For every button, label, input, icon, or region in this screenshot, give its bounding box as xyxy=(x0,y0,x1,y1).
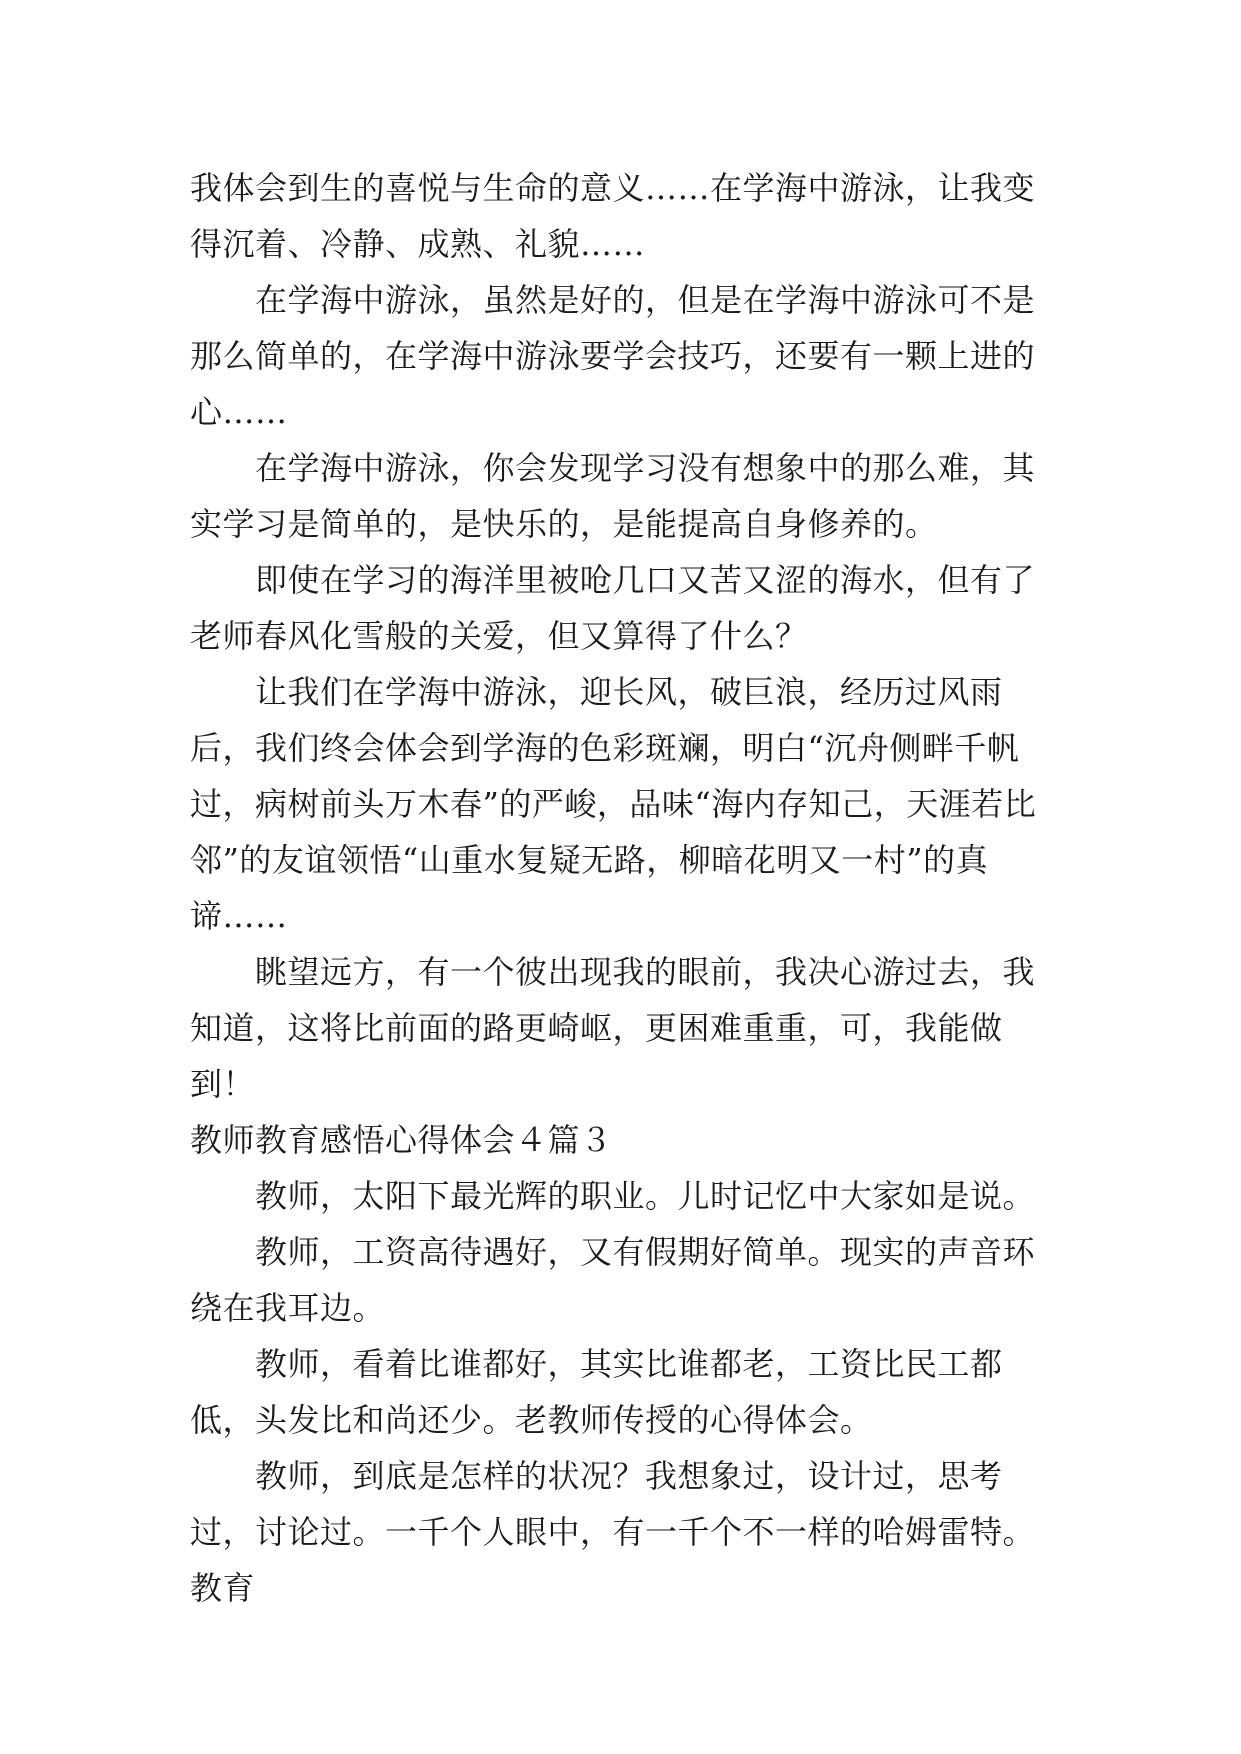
paragraph: 教师，到底是怎样的状况？我想象过，设计过，思考过，讨论过。一千个人眼中，有一千个不一样的哈姆雷特。教育 xyxy=(190,1457,1036,1607)
paragraph: 即使在学习的海洋里被呛几口又苦又涩的海水，但有了老师春风化雪般的关爱，但又算得了什么？ xyxy=(190,561,1036,655)
paragraph: 眺望远方，有一个彼出现我的眼前，我决心游过去，我知道，这将比前面的路更崎岖，更困难重重，可，我能做到！ xyxy=(190,953,1036,1103)
paragraph: 教师，太阳下最光辉的职业。儿时记忆中大家如是说。 xyxy=(190,1177,1036,1215)
paragraph: 教师，看着比谁都好，其实比谁都老，工资比民工都低，头发比和尚还少。老教师传授的心得体会。 xyxy=(190,1345,1003,1439)
paragraph: 我体会到生的喜悦与生命的意义……在学海中游泳，让我变得沉着、冷静、成熟、礼貌…… xyxy=(190,169,1036,263)
paragraph: 在学海中游泳，虽然是好的，但是在学海中游泳可不是那么简单的，在学海中游泳要学会技巧，还要有一颗上进的心…… xyxy=(190,281,1036,431)
paragraph: 在学海中游泳，你会发现学习没有想象中的那么难，其实学习是简单的，是快乐的，是能提高自身修养的。 xyxy=(190,449,1036,543)
paragraph: 教师，工资高待遇好，又有假期好简单。现实的声音环绕在我耳边。 xyxy=(190,1233,1036,1327)
document-body xyxy=(190,160,1050,1616)
paragraph: 让我们在学海中游泳，迎长风，破巨浪，经历过风雨后，我们终会体会到学海的色彩斑斓，明白“沉舟侧畔千帆过，病树前头万木春”的严峻，品味“海内存知己，天涯若比邻”的友谊领悟“山重水复疑无路，柳暗花明又一村”的真谛…… xyxy=(190,673,1037,935)
section-heading: 教师教育感悟心得体会４篇３ xyxy=(190,1121,613,1159)
